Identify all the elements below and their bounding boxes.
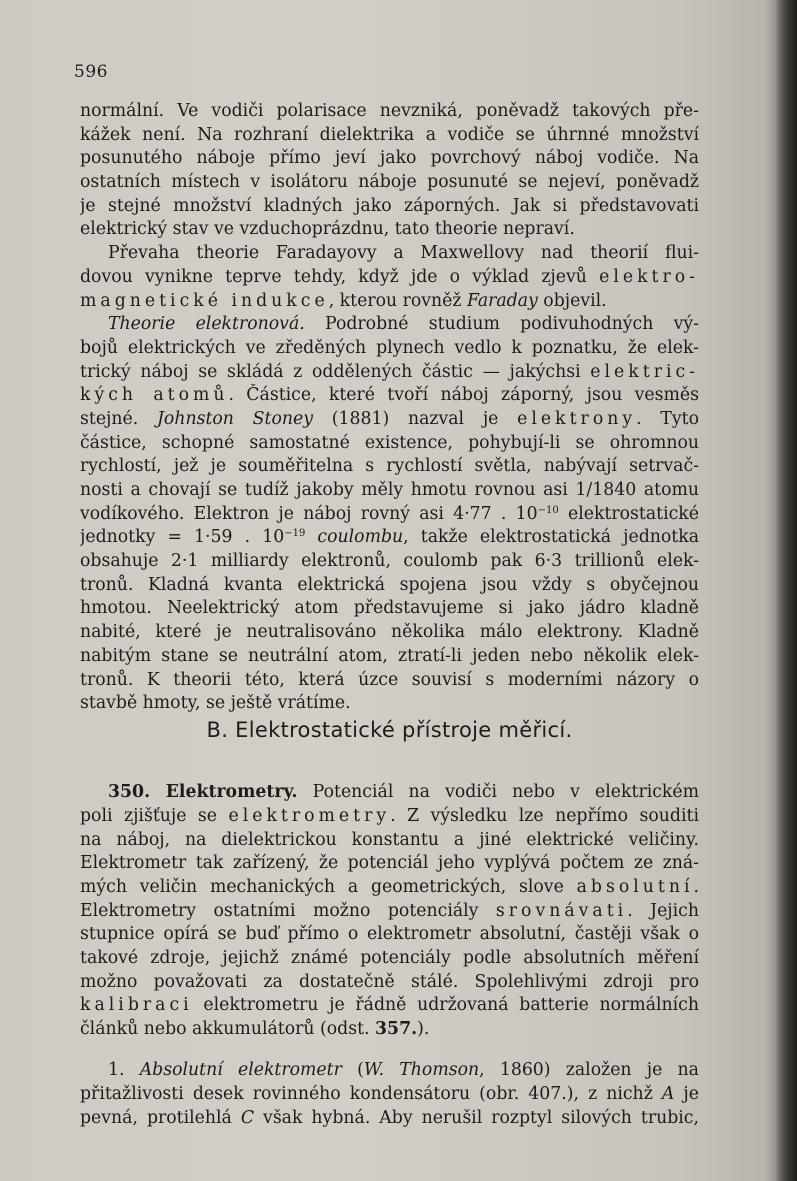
text-line: posunutého náboje přímo jeví jako povrchový náboj vodiče. Na	[80, 148, 699, 169]
text-line: hmotou. Neelektrický atom představujeme si jako jádro kladně	[80, 598, 699, 619]
text-span: .	[693, 877, 699, 898]
text-span: článků nebo akkumulátorů (odst.	[80, 1019, 376, 1040]
page-number: 596	[74, 62, 108, 82]
spaced-term: magnetické indukce	[80, 290, 329, 311]
text-line: nosti a chovají se tudíž jakoby měly hmotu rovnou asi 1/1840 atomu	[80, 480, 699, 500]
text-span: , kterou rovněž	[328, 290, 467, 311]
text-span: ).	[417, 1019, 430, 1040]
text-line: elektrický stav ve vzduchoprázdnu, tato theorie nepraví.	[80, 219, 575, 240]
text-line	[80, 1107, 699, 1131]
text-span: trický náboj se skládá z oddělených částic — jakýchsi	[80, 361, 591, 382]
text-line: stupnice opírá se buď přímo o elektrometr absolutní, častěji však o	[80, 924, 699, 945]
text-span: vodíkového. Elektron je náboj rovný asi 4·77 . 10	[80, 503, 538, 524]
text-line	[80, 1059, 699, 1083]
text-line: Elektrometr tak zařízený, že potenciál jeho vyplývá počtem ze zná-	[80, 853, 699, 874]
main-text-block	[80, 100, 699, 716]
text-span: jednotky = 1·59 . 10	[80, 527, 285, 548]
text-span: mých veličin mechanických a geometrických, slove	[80, 877, 577, 898]
text-line	[80, 384, 699, 408]
text-line	[80, 994, 699, 1018]
text-line: nabité, které je neutralisováno několika málo elektrony. Kladně	[80, 622, 699, 643]
spaced-term: kalibraci	[80, 995, 193, 1016]
section-number: 350.	[108, 782, 151, 803]
text-span: však hybná. Aby nerušil rozptyl silových trubic,	[254, 1107, 699, 1128]
text-line	[80, 266, 699, 290]
italic-term: Absolutní elektrometr	[139, 1060, 342, 1081]
text-line: tronů. Kladná kvanta elektrická spojena jsou vždy s obyčejnou	[80, 574, 699, 595]
text-span: . Tyto	[636, 408, 699, 429]
spaced-term: elektric-	[590, 361, 699, 382]
text-line	[80, 876, 699, 900]
text-span: je	[674, 1083, 699, 1104]
text-line: částice, schopné samostatné existence, pohybují-li se ohromnou	[80, 432, 699, 453]
text-span: , takže elektrostatická jednotka	[403, 527, 699, 548]
text-span: přitažlivosti desek rovinného kondensátoru (obr. 407.), z nichž	[80, 1083, 662, 1104]
paragraph-absolute-electrometer	[80, 1059, 699, 1130]
text-span: Potenciál na vodiči nebo v elektrickém	[297, 782, 699, 803]
italic-symbol: C	[240, 1107, 255, 1128]
text-line: takové zdroje, jejichž známé potenciály podle absolutních měření	[80, 948, 699, 969]
text-span: objevil.	[537, 290, 607, 311]
text-span: 1.	[108, 1060, 140, 1081]
text-span: Podrobné studium podivuhodných vý-	[304, 314, 699, 335]
italic-unit: coulombu	[305, 527, 404, 548]
text-line: kážek není. Na rozhraní dielektrika a vodiče se úhrnné množství	[80, 124, 699, 145]
text-line: tronů. K theorii této, která úzce souvisí s moderními názory o	[80, 669, 699, 690]
text-line	[80, 503, 699, 527]
spaced-term: srovnávati	[495, 900, 628, 921]
text-line: možno považovati za dostatečně stálé. Spolehlivými zdroji pro	[80, 971, 699, 992]
text-line	[80, 361, 699, 385]
paragraph-polarisation	[80, 100, 699, 242]
section-heading: B. Elektrostatické přístroje měřicí.	[206, 718, 573, 742]
spaced-term: elektro-	[599, 266, 699, 287]
text-span: poli zjišťuje se	[80, 805, 229, 826]
text-line	[80, 781, 699, 805]
bold-reference: 357.	[375, 1019, 418, 1040]
paragraph-electrometers	[80, 781, 699, 1042]
spaced-term: absolutní	[576, 877, 694, 898]
text-line: ostatních místech v isolátoru náboje posunuté se nejeví, poněvadž	[80, 172, 699, 193]
italic-name: Johnston Stoney	[157, 408, 313, 429]
section-text-block	[80, 764, 699, 1148]
text-line: obsahuje 2·1 milliardy elektronů, coulomb pak 6·3 trillionů elek-	[80, 551, 699, 572]
text-line: normální. Ve vodiči polarisace nevzniká, poněvadž takových pře-	[80, 101, 699, 121]
text-span: dovou vynikne teprve tehdy, když jde o výklad zjevů	[80, 266, 600, 287]
italic-subheading: Theorie elektronová.	[108, 314, 305, 335]
text-line	[80, 805, 699, 829]
text-line: je stejné množství kladných jako záporných. Jak si představovati	[80, 195, 699, 216]
spaced-term: elektrony	[517, 408, 637, 429]
text-span: (1881) nazval je	[313, 408, 518, 429]
book-gutter-shadow	[775, 0, 797, 1181]
italic-name: Faraday	[467, 290, 538, 311]
text-span: , 1860) založen je na	[479, 1060, 699, 1081]
text-span: elektrostatické	[558, 503, 699, 524]
text-line	[80, 408, 699, 432]
text-span: (	[341, 1060, 364, 1081]
text-span: elektrometru je řádně udržovaná batterie normálních	[192, 995, 699, 1016]
text-line	[80, 1018, 699, 1042]
text-span: . Částice, které tvoří náboj záporný, jsou vesměs	[228, 385, 699, 406]
paragraph-faraday-maxwell	[80, 242, 699, 313]
text-line: rychlostí, jež je souměřitelna s rychlostí světla, nabývají setrvač-	[80, 456, 699, 477]
text-span: . Z výsledku lze nepřímo souditi	[390, 805, 699, 826]
italic-name: W. Thomson	[363, 1060, 480, 1081]
text-span: Elektrometry ostatními možno potenciály	[80, 900, 496, 921]
text-line: stavbě hmoty, se ještě vrátíme.	[80, 693, 351, 714]
spaced-term: kých atomů	[80, 385, 229, 406]
text-line: na náboj, na dielektrickou konstantu a jiné elektrické veličiny.	[80, 829, 699, 850]
text-line	[80, 1083, 699, 1107]
text-line: nabitým stane se neutrální atom, ztratí-li jeden nebo několik elek-	[80, 645, 699, 666]
text-line	[80, 313, 699, 337]
text-line	[80, 290, 699, 314]
italic-symbol: A	[661, 1083, 675, 1104]
text-line	[80, 526, 699, 550]
bold-term: Elektrometry.	[150, 782, 298, 803]
text-span: . Jejich	[627, 900, 699, 921]
exponent: −19	[284, 528, 306, 540]
exponent: −10	[537, 504, 559, 516]
paragraph-electron-theory	[80, 313, 699, 716]
text-line: Převaha theorie Faradayovy a Maxwellovy nad theorií flui-	[108, 243, 699, 264]
text-line	[80, 900, 699, 924]
spaced-term: elektrometry	[228, 805, 391, 826]
text-span: pevná, protilehlá	[80, 1107, 241, 1128]
text-span: stejné.	[80, 408, 157, 429]
text-line: bojů elektrických ve zředěných plynech vedlo k poznatku, že elek-	[80, 337, 699, 358]
